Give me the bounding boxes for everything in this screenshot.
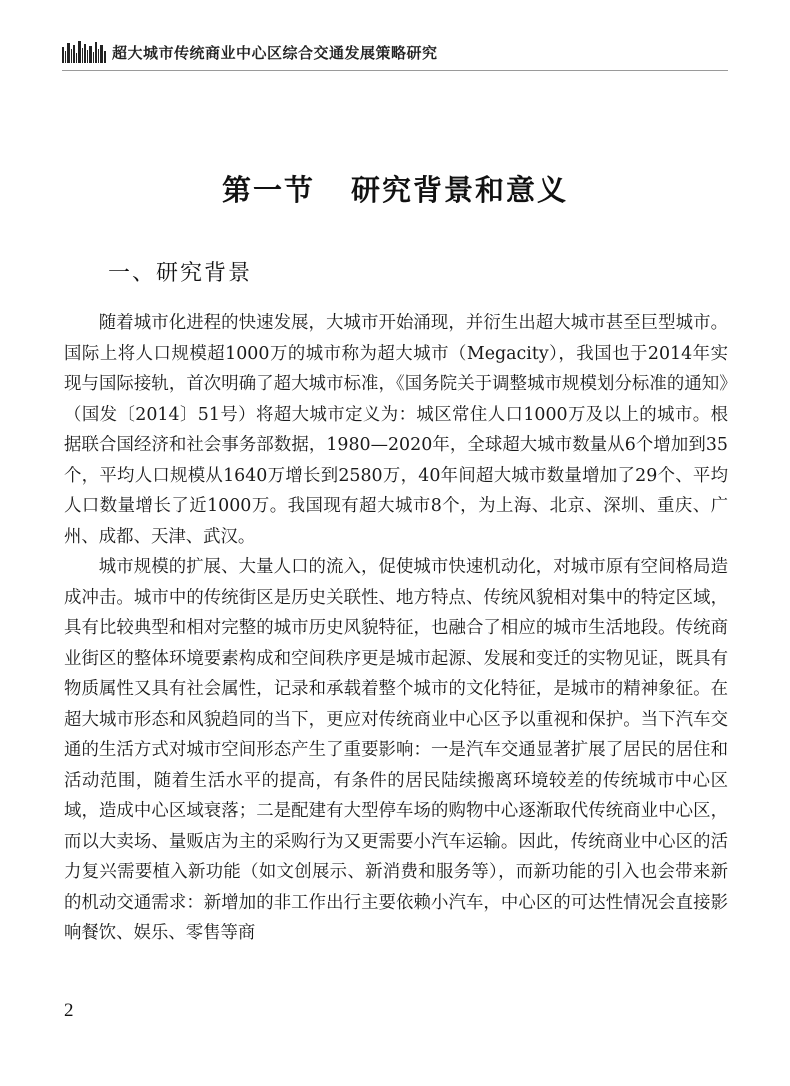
section-title — [0, 168, 790, 209]
paragraph: 随着城市化进程的快速发展，大城市开始涌现，并衍生出超大城市甚至巨型城市。国际上将人口规模超1000万的城市称为超大城市（Megacity），我国也于2014年实现与国际接轨，首次明确了超大城市标准，《国务院关于调整城市规模划分标准的通知》（国发〔2014〕51号）将超大城市定义为：城区常住人口1000万及以上的城市。根据联合国经济和社会事务部数据，1980—2020年，全球超大城市数量从6个增加到35个，平均人口规模从1640万增长到2580万，40年间超大城市数量增加了29个、平均人口数量增长了近1000万。我国现有超大城市8个，为上海、北京、深圳、重庆、广州、成都、天津、武汉。 — [64, 313, 728, 547]
header-divider — [62, 70, 728, 71]
running-header — [62, 40, 438, 64]
paragraph: 城市规模的扩展、大量人口的流入，促使城市快速机动化，对城市原有空间格局造成冲击。城市中的传统街区是历史关联性、地方特点、传统风貌相对集中的特定区域，具有比较典型和相对完整的城市历史风貌特征，也融合了相应的城市生活地段。传统商业街区的整体环境要素构成和空间秩序更是城市起源、发展和变迁的实物见证，既具有物质属性又具有社会属性，记录和承载着整个城市的文化特征，是城市的精神象征。在超大城市形态和风貌趋同的当下，更应对传统商业中心区予以重视和保护。当下汽车交通的生活方式对城市空间形态产生了重要影响：一是汽车交通显著扩展了居民的居住和活动范围，随着生活水平的提高，有条件的居民陆续搬离环境较差的传统城市中心区域，造成中心区域衰落；二是配建有大型停车场的购物中心逐渐取代传统商业中心区，而以大卖场、量贩店为主的采购行为又更需要小汽车运输。因此，传统商业中心区的活力复兴需要植入新功能（如文创展示、新消费和服务等），而新功能的引入也会带来新的机动交通需求：新增加的非工作出行主要依赖小汽车，中心区的可达性情况会直接影响餐饮、娱乐、零售等商 — [64, 557, 728, 943]
subsection-title: 一、研究背景 — [108, 261, 253, 286]
section-heading: 研究背景和意义 — [351, 173, 569, 207]
running-header-title: 超大城市传统商业中心区综合交通发展策略研究 — [112, 43, 438, 62]
section-number: 第一节 — [221, 173, 315, 207]
bar-logo-icon — [62, 41, 106, 63]
page-number: 2 — [64, 1000, 74, 1021]
body-text — [64, 308, 728, 949]
